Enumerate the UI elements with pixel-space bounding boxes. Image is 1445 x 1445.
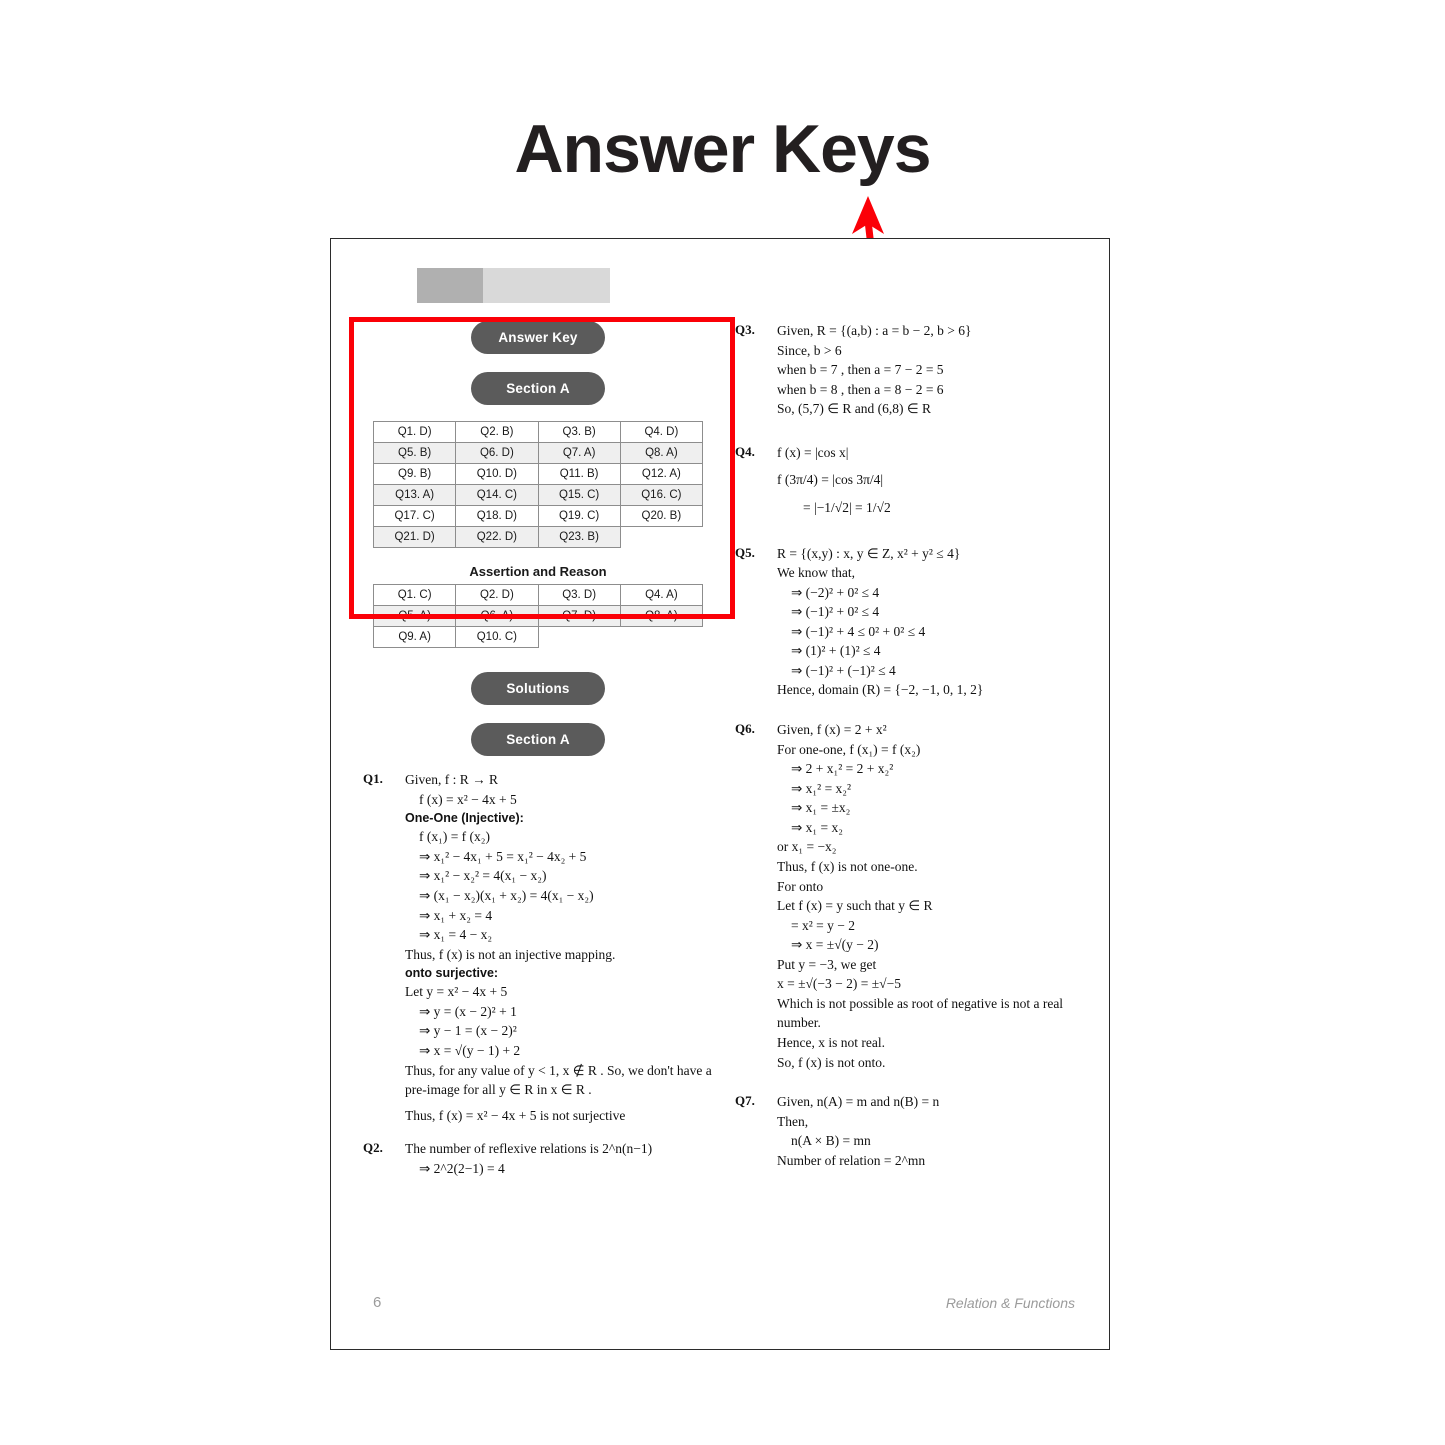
answer-cell: Q7. D) xyxy=(538,606,620,627)
solution-line: Given, f (x) = 2 + x² xyxy=(777,722,887,737)
answer-cell: Q1. C) xyxy=(374,585,456,606)
solution-line: Since, b > 6 xyxy=(777,342,842,358)
answer-cell: Q22. D) xyxy=(456,527,538,548)
section-a-heading-1: Section A xyxy=(471,372,605,405)
solution-label: Q7. xyxy=(735,1093,755,1109)
solution-line: ⇒ (−2)² + 0² ≤ 4 xyxy=(791,584,880,600)
solution-line: Thus, f (x) is not an injective mapping. xyxy=(405,946,616,962)
solution-line: Given, R = {(a,b) : a = b − 2, b > 6} xyxy=(777,323,972,338)
solution-body xyxy=(777,1092,1080,1170)
answer-cell: Q18. D) xyxy=(456,506,538,527)
solution-line: Hence, x is not real. xyxy=(777,1035,885,1050)
solution-line: We know that, xyxy=(777,565,856,581)
solution-line: R = {(x,y) : x, y ∈ Z, x² + y² ≤ 4} xyxy=(777,545,961,561)
solution-line: ⇒ x₁² − 4x₁ + 5 = x₁² − 4x₂ + 5 xyxy=(419,848,587,864)
page-title: Answer Keys xyxy=(514,111,931,187)
answer-cell: Q1. D) xyxy=(374,422,456,443)
solution-line: f (x) = x² − 4x + 5 xyxy=(419,791,517,807)
solution-line: x = ±√(−3 − 2) = ±√−5 xyxy=(777,976,901,992)
solution-label: Q3. xyxy=(735,322,755,337)
solution-line: ⇒ (−1)² + 4 ≤ 0² + 0² ≤ 4 xyxy=(791,623,926,639)
solution-line: Which is not possible as root of negative is not a real number. xyxy=(777,995,1064,1031)
solution-line: Thus, f (x) is not one-one. xyxy=(777,858,918,874)
answer-cell: Q8. A) xyxy=(620,606,702,627)
answer-cell: Q10. C) xyxy=(456,627,538,648)
solution-line: ⇒ y = (x − 2)² + 1 xyxy=(419,1003,517,1019)
solution-q7 xyxy=(735,1092,1080,1170)
solution-line: For onto xyxy=(777,878,824,894)
table-row xyxy=(374,606,703,627)
solution-label: Q5. xyxy=(735,544,755,560)
right-column xyxy=(735,321,1080,1170)
table-row xyxy=(374,464,703,485)
solution-line: The number of reflexive relations is 2^n(n−1) xyxy=(405,1141,653,1157)
solution-line: ⇒ y − 1 = (x − 2)² xyxy=(419,1023,517,1039)
answer-cell: Q9. B) xyxy=(374,464,456,485)
solution-line: Thus, for any value of y < 1, x ∉ R . So, we don't have a pre-image for all y ∈ R in x ∈ R . xyxy=(405,1062,712,1098)
answer-cell: Q19. C) xyxy=(538,506,620,527)
answer-cell: Q6. D) xyxy=(456,443,538,464)
solution-q6 xyxy=(735,720,1080,1072)
solution-body xyxy=(777,443,1080,518)
answer-cell: Q23. B) xyxy=(538,527,620,548)
answer-cell: Q11. B) xyxy=(538,464,620,485)
table-row xyxy=(374,485,703,506)
answer-cell: Q4. A) xyxy=(620,585,702,606)
answer-cell: Q20. B) xyxy=(620,506,702,527)
footer-chapter-name: Relation & Functions xyxy=(945,1295,1075,1311)
answer-cell: Q13. A) xyxy=(374,485,456,506)
table-row xyxy=(374,527,703,548)
assertion-reason-table xyxy=(373,584,703,648)
solution-line: So, f (x) is not onto. xyxy=(777,1054,886,1070)
solution-line: Let y = x² − 4x + 5 xyxy=(405,984,508,1000)
solution-line: n(A × B) = mn xyxy=(791,1133,871,1149)
solution-body xyxy=(405,1139,713,1178)
solutions-heading: Solutions xyxy=(471,672,605,705)
table-row xyxy=(374,627,703,648)
answer-cell: Q3. B) xyxy=(538,422,620,443)
solution-line: ⇒ (−1)² + 0² ≤ 4 xyxy=(791,604,880,620)
answer-cell-empty xyxy=(538,627,620,648)
solution-line: f (x) = |cos x| xyxy=(777,444,849,460)
solution-body xyxy=(405,770,713,1125)
answer-cell: Q15. C) xyxy=(538,485,620,506)
table-row xyxy=(374,506,703,527)
solution-label: Q1. xyxy=(363,771,383,786)
solution-label: Q2. xyxy=(363,1140,383,1156)
solution-line: ⇒ (x₁ − x₂)(x₁ + x₂) = 4(x₁ − x₂) xyxy=(419,887,594,903)
solution-q4 xyxy=(735,443,1080,518)
solution-line: ⇒ (1)² + (1)² ≤ 4 xyxy=(791,643,881,659)
answer-cell: Q5. B) xyxy=(374,443,456,464)
answer-cell: Q7. A) xyxy=(538,443,620,464)
solution-line: onto surjective: xyxy=(405,966,499,981)
answer-cell: Q2. D) xyxy=(456,585,538,606)
answer-cell: Q10. D) xyxy=(456,464,538,485)
solution-q2 xyxy=(363,1139,713,1178)
solution-line: when b = 8 , then a = 8 − 2 = 6 xyxy=(777,381,944,397)
solution-line: Thus, f (x) = x² − 4x + 5 is not surjective xyxy=(405,1107,626,1123)
solution-line: So, (5,7) ∈ R and (6,8) ∈ R xyxy=(777,401,932,417)
table-row xyxy=(374,422,703,443)
answer-cell: Q16. C) xyxy=(620,485,702,506)
answer-cell: Q9. A) xyxy=(374,627,456,648)
answer-cell: Q17. C) xyxy=(374,506,456,527)
solution-line: ⇒ x₁² = x₂² xyxy=(791,780,852,796)
footer-page-number: 6 xyxy=(373,1294,382,1311)
solution-line: One-One (Injective): xyxy=(405,811,524,826)
solution-line: ⇒ (−1)² + (−1)² ≤ 4 xyxy=(791,662,896,678)
solution-line: Then, xyxy=(777,1113,809,1129)
solution-line: = x² = y − 2 xyxy=(791,917,856,933)
answer-cell: Q5. A) xyxy=(374,606,456,627)
document-sheet xyxy=(330,238,1110,1350)
solution-line: ⇒ 2^2(2−1) = 4 xyxy=(419,1160,505,1176)
solution-line: Let f (x) = y such that y ∈ R xyxy=(777,898,933,914)
solution-line: f (3π/4) = |cos 3π/4| xyxy=(777,472,884,488)
document-columns xyxy=(331,239,1109,1349)
section-a-heading-2: Section A xyxy=(471,723,605,756)
solution-line: Put y = −3, we get xyxy=(777,956,877,972)
solution-line: ⇒ x = ±√(y − 2) xyxy=(791,937,879,953)
solution-line: or x₁ = −x₂ xyxy=(777,839,837,855)
solution-line: ⇒ x = √(y − 1) + 2 xyxy=(419,1043,521,1058)
answer-key-table xyxy=(373,421,703,548)
solution-line: ⇒ x₁ + x₂ = 4 xyxy=(419,907,493,923)
answer-cell: Q6. A) xyxy=(456,606,538,627)
solution-label: Q4. xyxy=(735,443,755,459)
solution-line: = |−1/√2| = 1/√2 xyxy=(803,499,891,515)
solution-line: ⇒ x₁ = x₂ xyxy=(791,819,843,835)
solution-body xyxy=(777,321,1080,419)
assertion-reason-heading: Assertion and Reason xyxy=(469,564,607,579)
answer-cell: Q12. A) xyxy=(620,464,702,485)
solution-line: when b = 7 , then a = 7 − 2 = 5 xyxy=(777,362,944,378)
answer-key-heading: Answer Key xyxy=(471,321,605,354)
solution-q3 xyxy=(735,321,1080,419)
left-column xyxy=(363,321,713,1178)
solution-line: Number of relation = 2^mn xyxy=(777,1152,926,1168)
solution-label: Q6. xyxy=(735,721,755,736)
answer-cell: Q3. D) xyxy=(538,585,620,606)
solution-body xyxy=(777,720,1080,1072)
solution-q1 xyxy=(363,770,713,1125)
answer-cell: Q2. B) xyxy=(456,422,538,443)
solution-line: Hence, domain (R) = {−2, −1, 0, 1, 2} xyxy=(777,682,984,698)
answer-cell: Q8. A) xyxy=(620,443,702,464)
solution-line: f (x₁) = f (x₂) xyxy=(419,829,491,845)
answer-cell-empty xyxy=(620,527,702,548)
answer-cell: Q21. D) xyxy=(374,527,456,548)
solution-q5 xyxy=(735,544,1080,701)
answer-cell-empty xyxy=(620,627,702,648)
answer-cell: Q4. D) xyxy=(620,422,702,443)
solution-line: For one-one, f (x₁) = f (x₂) xyxy=(777,741,921,757)
table-row xyxy=(374,443,703,464)
solution-line: ⇒ 2 + x₁² = 2 + x₂² xyxy=(791,761,894,777)
solution-body xyxy=(777,544,1080,701)
table-row xyxy=(374,585,703,606)
solution-line: Given, f : R → R xyxy=(405,772,498,787)
solution-line: ⇒ x₁ = 4 − x₂ xyxy=(419,927,493,943)
solution-line: ⇒ x₁ = ±x₂ xyxy=(791,800,851,816)
answer-cell: Q14. C) xyxy=(456,485,538,506)
solution-line: ⇒ x₁² − x₂² = 4(x₁ − x₂) xyxy=(419,868,547,884)
solution-line: Given, n(A) = m and n(B) = n xyxy=(777,1094,940,1110)
